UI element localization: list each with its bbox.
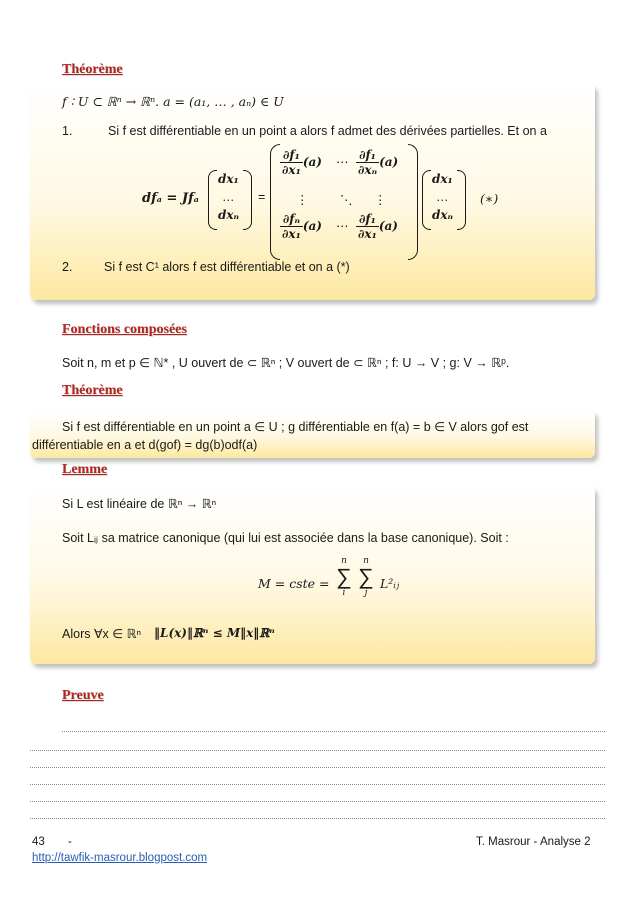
lemma-inequality: ‖L(x)‖ℝⁿ ≤ M‖x‖ℝⁿ (154, 626, 275, 640)
sum-operator-j: n ∑ j (358, 556, 374, 598)
dotted-line (30, 783, 605, 785)
vector-dx (208, 170, 252, 230)
item-number: 2. (62, 260, 73, 274)
lemma-line-prefix: Alors ∀x ∈ ℝⁿ (62, 627, 142, 641)
matrix-left-paren (270, 144, 280, 260)
blog-link[interactable]: http://tawfik-masrour.blogpost.com (32, 852, 208, 864)
theorem-setup: f ∶ U ⊂ ℝⁿ → ℝⁿ. a = (a₁, … , aₙ) ∈ U (62, 94, 284, 109)
matrix-vdots-left: ⋮ (296, 193, 309, 207)
theorem-heading: Théorème (62, 383, 123, 398)
footer-dash: - (68, 836, 72, 848)
vector-mid: … (222, 190, 235, 204)
vector-bottom: dxₙ (218, 208, 240, 222)
equals-sign: = (258, 190, 266, 204)
dotted-line (30, 766, 605, 768)
theorem-line: différentiable en a et d(gof) = dg(b)odf(a) (32, 438, 258, 452)
lemma-formula-lhs: M = cste = (258, 576, 330, 591)
matrix-hdots-bottom: ⋯ (336, 219, 349, 233)
proof-heading: Preuve (62, 688, 104, 703)
footer-course: Analyse 2 (540, 836, 591, 848)
theorem-line: Si f est différentiable en un point a ∈ U ; g différentiable en f(a) = b ∈ V alors gof est (62, 420, 529, 434)
item-text: Si f est C¹ alors f est différentiable et on a (*) (104, 260, 350, 274)
theorem-box (30, 84, 595, 300)
left-paren (208, 170, 217, 230)
matrix-ddots: ⋱ (340, 193, 353, 207)
theorem-box (30, 410, 595, 458)
vector-mid: … (436, 190, 449, 204)
composed-functions-text: Soit n, m et p ∈ ℕ* , U ouvert de ⊂ ℝⁿ ; V ouvert de ⊂ ℝⁿ ; f: U → V ; g: V → ℝᵖ. (62, 356, 510, 370)
matrix-cell-11: $\frac{\text{∂f₁}}{\text{∂x₁}}$ (a) (282, 148, 322, 177)
matrix-cell-22: $\frac{\text{∂f₁}}{\text{∂x₁}}$ (a) (358, 212, 398, 241)
vector-top: dx₁ (218, 172, 239, 186)
dotted-line (30, 800, 605, 802)
dotted-line (62, 730, 605, 732)
right-paren (457, 170, 466, 230)
matrix-right-paren (408, 144, 418, 260)
vector-top: dx₁ (432, 172, 453, 186)
dotted-line (30, 749, 605, 751)
item-number: 1. (62, 124, 73, 138)
matrix-cell-21: $\frac{\text{∂fₙ}}{\text{∂x₁}}$ (a) (282, 212, 322, 241)
matrix-vdots-right: ⋮ (374, 193, 387, 207)
right-paren (243, 170, 252, 230)
vector-dx-right (422, 170, 466, 230)
footer-author: T. Masrour - (476, 836, 538, 848)
theorem-heading: Théorème (62, 62, 123, 77)
vector-bottom: dxₙ (432, 208, 454, 222)
lemma-line: Soit Lᵢⱼ sa matrice canonique (qui lui est associée dans la base canonique). Soit : (62, 531, 509, 545)
matrix-cell-12: $\frac{\text{∂f₁}}{\text{∂xₙ}}$ (a) (358, 148, 399, 177)
sum-summand: L²ᵢⱼ (380, 576, 400, 591)
lemma-line: Si L est linéaire de ℝⁿ → ℝⁿ (62, 497, 217, 511)
left-paren (422, 170, 431, 230)
item-text: Si f est différentiable en un point a alors f admet des dérivées partielles. Et on a (108, 124, 547, 138)
page-number: 43 (32, 836, 45, 848)
matrix-hdots-top: ⋯ (336, 155, 349, 169)
jacobian-matrix (270, 144, 418, 260)
composed-functions-heading: Fonctions composées (62, 322, 187, 337)
footer-link[interactable] (32, 852, 207, 864)
formula-lhs: dfₐ = Jfₐ (142, 191, 199, 206)
lemma-heading: Lemme (62, 462, 108, 477)
dotted-line (30, 817, 605, 819)
sum-operator-i: n ∑ i (336, 556, 352, 598)
equation-tag: (∗) (480, 191, 499, 206)
lemma-box (30, 486, 595, 664)
